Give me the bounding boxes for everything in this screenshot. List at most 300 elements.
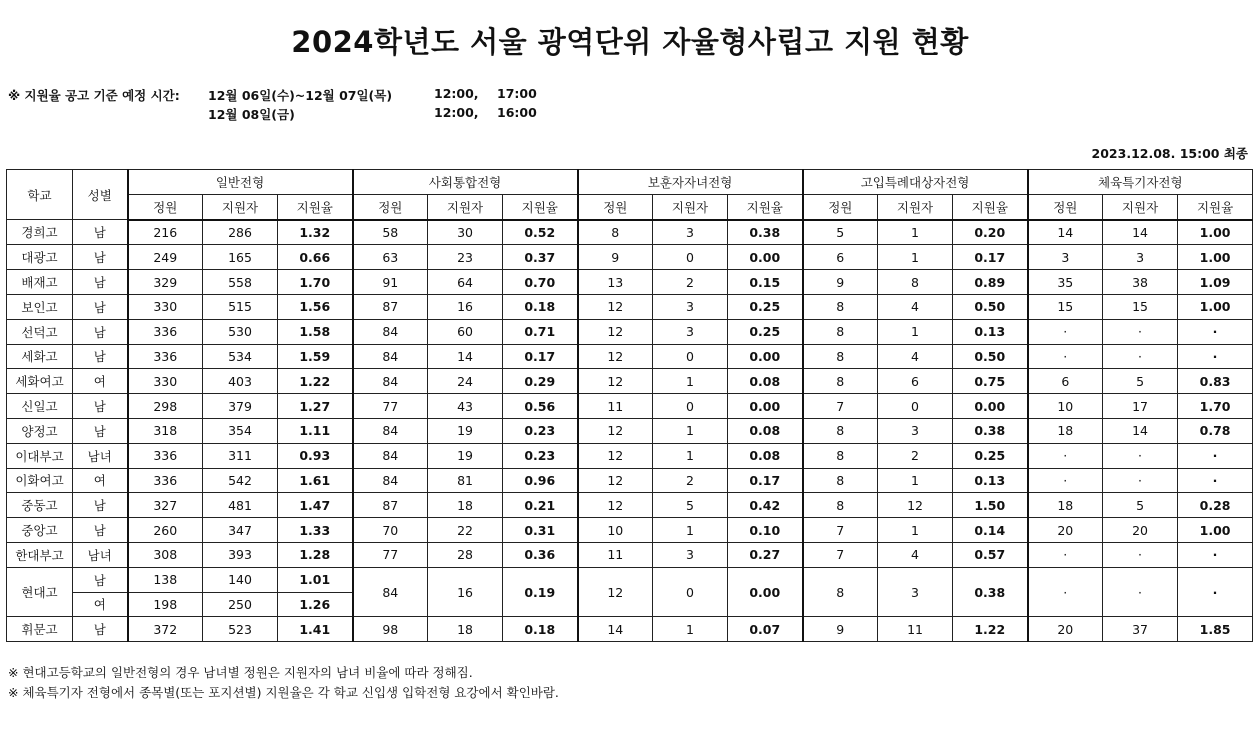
header-group: 일반전형 (128, 170, 353, 195)
rate-cell: 0.27 (728, 542, 803, 567)
applicant-status-table (6, 169, 1253, 642)
count-cell: 372 (128, 617, 203, 642)
count-cell: 2 (878, 443, 953, 468)
school-name: 선덕고 (7, 319, 73, 344)
count-cell: 12 (578, 369, 653, 394)
rate-cell: 0.20 (953, 220, 1028, 245)
school-name: 현대고 (7, 567, 73, 617)
count-cell: 327 (128, 493, 203, 518)
count-cell: 329 (128, 270, 203, 295)
count-cell: 523 (203, 617, 278, 642)
school-name: 배재고 (7, 270, 73, 295)
count-cell: 5 (803, 220, 878, 245)
count-cell: 1 (653, 617, 728, 642)
count-cell: 10 (1028, 394, 1103, 419)
count-cell: 8 (578, 220, 653, 245)
count-cell: 14 (1103, 418, 1178, 443)
count-cell: 11 (878, 617, 953, 642)
rate-cell: 0.42 (728, 493, 803, 518)
gender-cell: 남녀 (73, 542, 128, 567)
count-cell: 84 (353, 418, 428, 443)
count-cell: 5 (653, 493, 728, 518)
count-cell: 165 (203, 245, 278, 270)
count-cell: 379 (203, 394, 278, 419)
count-cell: · (1028, 319, 1103, 344)
count-cell: · (1028, 542, 1103, 567)
count-cell: 12 (578, 468, 653, 493)
count-cell: 138 (128, 567, 203, 592)
rate-cell: · (1178, 542, 1253, 567)
rate-cell: 0.14 (953, 518, 1028, 543)
header-group: 체육특기자전형 (1028, 170, 1253, 195)
count-cell: 8 (803, 294, 878, 319)
rate-cell: 0.93 (278, 443, 353, 468)
count-cell: 1 (878, 220, 953, 245)
school-name: 경희고 (7, 220, 73, 245)
table-row (7, 617, 1253, 642)
rate-cell: 1.47 (278, 493, 353, 518)
count-cell: 140 (203, 567, 278, 592)
count-cell: 7 (803, 542, 878, 567)
school-name: 이대부고 (7, 443, 73, 468)
rate-cell: 0.56 (503, 394, 578, 419)
school-name: 한대부고 (7, 542, 73, 567)
gender-cell: 남 (73, 394, 128, 419)
rate-cell: 1.00 (1178, 294, 1253, 319)
count-cell: · (1103, 443, 1178, 468)
count-cell: 6 (803, 245, 878, 270)
footnote-2: ※ 체육특기자 전형에서 종목별(또는 포지션별) 지원율은 각 학교 신입생 입학전형 요강에서 확인바람. (8, 685, 559, 700)
rate-cell: 0.17 (503, 344, 578, 369)
header-sub: 정원 (1028, 194, 1103, 219)
header-group: 사회통합전형 (353, 170, 578, 195)
rate-cell: 1.56 (278, 294, 353, 319)
count-cell: 87 (353, 294, 428, 319)
table-row (7, 443, 1253, 468)
header-row-sub (7, 194, 1253, 219)
count-cell: 23 (428, 245, 503, 270)
gender-cell: 남 (73, 220, 128, 245)
count-cell: 393 (203, 542, 278, 567)
rate-cell: 0.89 (953, 270, 1028, 295)
gender-cell: 남 (73, 270, 128, 295)
count-cell: 286 (203, 220, 278, 245)
rate-cell: 1.11 (278, 418, 353, 443)
count-cell: 8 (803, 319, 878, 344)
rate-cell: 0.00 (953, 394, 1028, 419)
count-cell: · (1028, 468, 1103, 493)
count-cell: 91 (353, 270, 428, 295)
count-cell: 14 (1103, 220, 1178, 245)
header-sub: 지원자 (653, 194, 728, 219)
count-cell: 58 (353, 220, 428, 245)
header-group: 고입특례대상자전형 (803, 170, 1028, 195)
count-cell: · (1103, 344, 1178, 369)
count-cell: 18 (1028, 493, 1103, 518)
rate-cell: 1.50 (953, 493, 1028, 518)
count-cell: 8 (878, 270, 953, 295)
rate-cell: 1.32 (278, 220, 353, 245)
count-cell: 20 (1028, 617, 1103, 642)
table-row (7, 468, 1253, 493)
count-cell: 98 (353, 617, 428, 642)
table-header (7, 170, 1253, 220)
notice-time-2a: 12:00, (434, 105, 479, 120)
count-cell: 4 (878, 344, 953, 369)
count-cell: 542 (203, 468, 278, 493)
rate-cell: 0.50 (953, 344, 1028, 369)
count-cell: 5 (1103, 493, 1178, 518)
count-cell: 5 (1103, 369, 1178, 394)
rate-cell: · (1178, 443, 1253, 468)
count-cell: 216 (128, 220, 203, 245)
count-cell: 7 (803, 518, 878, 543)
count-cell: 12 (578, 319, 653, 344)
count-cell: 250 (203, 592, 278, 617)
count-cell: 16 (428, 567, 503, 617)
school-name: 세화고 (7, 344, 73, 369)
table-row (7, 344, 1253, 369)
rate-cell: 0.00 (728, 394, 803, 419)
school-name: 보인고 (7, 294, 73, 319)
school-name: 대광고 (7, 245, 73, 270)
header-sub: 지원자 (428, 194, 503, 219)
table-row (7, 319, 1253, 344)
count-cell: 15 (1028, 294, 1103, 319)
header-sub: 지원율 (1178, 194, 1253, 219)
count-cell: 3 (653, 319, 728, 344)
rate-cell: 1.28 (278, 542, 353, 567)
rate-cell: 0.38 (728, 220, 803, 245)
school-name: 중앙고 (7, 518, 73, 543)
count-cell: 87 (353, 493, 428, 518)
rate-cell: 1.00 (1178, 220, 1253, 245)
count-cell: 3 (878, 567, 953, 617)
rate-cell: 0.71 (503, 319, 578, 344)
school-name: 중동고 (7, 493, 73, 518)
rate-cell: 0.38 (953, 418, 1028, 443)
count-cell: 4 (878, 294, 953, 319)
table-row (7, 294, 1253, 319)
count-cell: 12 (878, 493, 953, 518)
table-row (7, 518, 1253, 543)
rate-cell: 1.85 (1178, 617, 1253, 642)
rate-cell: 0.25 (953, 443, 1028, 468)
count-cell: 12 (578, 567, 653, 617)
rate-cell: 1.33 (278, 518, 353, 543)
count-cell: 403 (203, 369, 278, 394)
count-cell: 0 (653, 394, 728, 419)
count-cell: 1 (878, 245, 953, 270)
gender-cell: 남 (73, 518, 128, 543)
count-cell: 9 (578, 245, 653, 270)
notice-dates-2: 12월 08일(금) (208, 107, 295, 122)
count-cell: 2 (653, 468, 728, 493)
rate-cell: 1.09 (1178, 270, 1253, 295)
count-cell: 84 (353, 369, 428, 394)
rate-cell: 0.52 (503, 220, 578, 245)
count-cell: 336 (128, 443, 203, 468)
count-cell: 8 (803, 567, 878, 617)
count-cell: 3 (653, 220, 728, 245)
count-cell: · (1103, 567, 1178, 617)
count-cell: 0 (878, 394, 953, 419)
rate-cell: 1.61 (278, 468, 353, 493)
page-title: 2024학년도 서울 광역단위 자율형사립고 지원 현황 (291, 25, 969, 59)
count-cell: 20 (1103, 518, 1178, 543)
count-cell: 1 (878, 468, 953, 493)
count-cell: 18 (1028, 418, 1103, 443)
header-sub: 지원율 (278, 194, 353, 219)
count-cell: 81 (428, 468, 503, 493)
count-cell: 6 (878, 369, 953, 394)
count-cell: 84 (353, 344, 428, 369)
rate-cell: 0.15 (728, 270, 803, 295)
rate-cell: 0.25 (728, 319, 803, 344)
rate-cell: 1.00 (1178, 518, 1253, 543)
header-group: 보훈자자녀전형 (578, 170, 803, 195)
rate-cell: · (1178, 344, 1253, 369)
rate-cell: 1.01 (278, 567, 353, 592)
count-cell: 30 (428, 220, 503, 245)
rate-cell: · (1178, 319, 1253, 344)
gender-cell: 남 (73, 344, 128, 369)
rate-cell: 1.22 (953, 617, 1028, 642)
count-cell: 336 (128, 319, 203, 344)
count-cell: 3 (1028, 245, 1103, 270)
count-cell: 3 (878, 418, 953, 443)
rate-cell: 0.08 (728, 418, 803, 443)
count-cell: 3 (1103, 245, 1178, 270)
rate-cell: · (1178, 468, 1253, 493)
count-cell: 298 (128, 394, 203, 419)
count-cell: 10 (578, 518, 653, 543)
table-row (7, 418, 1253, 443)
count-cell: 8 (803, 493, 878, 518)
count-cell: 28 (428, 542, 503, 567)
rate-cell: 0.50 (953, 294, 1028, 319)
rate-cell: 1.00 (1178, 245, 1253, 270)
header-sub: 지원율 (953, 194, 1028, 219)
rate-cell: 0.21 (503, 493, 578, 518)
rate-cell: 0.75 (953, 369, 1028, 394)
rate-cell: 0.07 (728, 617, 803, 642)
count-cell: 311 (203, 443, 278, 468)
rate-cell: 0.19 (503, 567, 578, 617)
gender-cell: 남 (73, 567, 128, 592)
count-cell: 84 (353, 443, 428, 468)
count-cell: 558 (203, 270, 278, 295)
rate-cell: 1.58 (278, 319, 353, 344)
count-cell: 8 (803, 418, 878, 443)
rate-cell: 0.83 (1178, 369, 1253, 394)
count-cell: 12 (578, 443, 653, 468)
rate-cell: 0.31 (503, 518, 578, 543)
rate-cell: 0.78 (1178, 418, 1253, 443)
count-cell: 4 (878, 542, 953, 567)
count-cell: 354 (203, 418, 278, 443)
rate-cell: 0.00 (728, 344, 803, 369)
rate-cell: 1.59 (278, 344, 353, 369)
table-row (7, 567, 1253, 592)
count-cell: 60 (428, 319, 503, 344)
count-cell: 12 (578, 493, 653, 518)
rate-cell: 0.08 (728, 443, 803, 468)
count-cell: 1 (878, 319, 953, 344)
count-cell: 14 (428, 344, 503, 369)
rate-cell: 1.22 (278, 369, 353, 394)
count-cell: 12 (578, 294, 653, 319)
rate-cell: 0.37 (503, 245, 578, 270)
rate-cell: 0.17 (728, 468, 803, 493)
count-cell: 534 (203, 344, 278, 369)
count-cell: 336 (128, 344, 203, 369)
header-school: 학교 (7, 170, 73, 220)
rate-cell: 0.29 (503, 369, 578, 394)
school-name: 신일고 (7, 394, 73, 419)
count-cell: 481 (203, 493, 278, 518)
count-cell: 308 (128, 542, 203, 567)
rate-cell: 0.10 (728, 518, 803, 543)
count-cell: 0 (653, 245, 728, 270)
count-cell: · (1103, 468, 1178, 493)
count-cell: 37 (1103, 617, 1178, 642)
rate-cell: 0.23 (503, 418, 578, 443)
rate-cell: 0.70 (503, 270, 578, 295)
count-cell: 14 (1028, 220, 1103, 245)
count-cell: 77 (353, 394, 428, 419)
count-cell: 18 (428, 493, 503, 518)
rate-cell: 0.00 (728, 567, 803, 617)
count-cell: 43 (428, 394, 503, 419)
count-cell: 77 (353, 542, 428, 567)
count-cell: 1 (653, 443, 728, 468)
count-cell: 11 (578, 394, 653, 419)
header-row-groups (7, 170, 1253, 195)
count-cell: 22 (428, 518, 503, 543)
rate-cell: 0.13 (953, 468, 1028, 493)
count-cell: 9 (803, 617, 878, 642)
count-cell: 336 (128, 468, 203, 493)
count-cell: 3 (653, 294, 728, 319)
count-cell: 6 (1028, 369, 1103, 394)
rate-cell: 1.70 (278, 270, 353, 295)
count-cell: 19 (428, 443, 503, 468)
rate-cell: 0.13 (953, 319, 1028, 344)
rate-cell: 0.28 (1178, 493, 1253, 518)
count-cell: 24 (428, 369, 503, 394)
count-cell: 318 (128, 418, 203, 443)
table-row (7, 245, 1253, 270)
gender-cell: 여 (73, 369, 128, 394)
gender-cell: 여 (73, 592, 128, 617)
rate-cell: 0.18 (503, 294, 578, 319)
count-cell: 8 (803, 344, 878, 369)
header-sub: 정원 (128, 194, 203, 219)
count-cell: 330 (128, 294, 203, 319)
count-cell: 198 (128, 592, 203, 617)
count-cell: 17 (1103, 394, 1178, 419)
count-cell: 12 (578, 344, 653, 369)
rate-cell: 0.96 (503, 468, 578, 493)
count-cell: 84 (353, 567, 428, 617)
count-cell: 0 (653, 567, 728, 617)
count-cell: 3 (653, 542, 728, 567)
school-name: 양정고 (7, 418, 73, 443)
notice-time-1b: 17:00 (497, 86, 537, 101)
rate-cell: 1.41 (278, 617, 353, 642)
count-cell: 8 (803, 443, 878, 468)
header-sub: 정원 (353, 194, 428, 219)
table-body (7, 220, 1253, 642)
notice-dates-1: 12월 06일(수)~12월 07일(목) (208, 88, 393, 103)
table-row (7, 394, 1253, 419)
rate-cell: 0.00 (728, 245, 803, 270)
header-sub: 지원자 (203, 194, 278, 219)
rate-cell: 1.70 (1178, 394, 1253, 419)
rate-cell: 0.17 (953, 245, 1028, 270)
footnote-1: ※ 현대고등학교의 일반전형의 경우 남녀별 정원은 지원자의 남녀 비율에 따라 정해짐. (8, 665, 473, 680)
header-sub: 지원율 (503, 194, 578, 219)
rate-cell: 0.38 (953, 567, 1028, 617)
rate-cell: 0.25 (728, 294, 803, 319)
count-cell: 13 (578, 270, 653, 295)
count-cell: 15 (1103, 294, 1178, 319)
header-gender: 성별 (73, 170, 128, 220)
count-cell: 84 (353, 319, 428, 344)
table-row (7, 369, 1253, 394)
count-cell: · (1103, 319, 1178, 344)
count-cell: 9 (803, 270, 878, 295)
gender-cell: 남녀 (73, 443, 128, 468)
school-name: 이화여고 (7, 468, 73, 493)
count-cell: 12 (578, 418, 653, 443)
count-cell: 2 (653, 270, 728, 295)
count-cell: 7 (803, 394, 878, 419)
gender-cell: 남 (73, 493, 128, 518)
gender-cell: 남 (73, 617, 128, 642)
header-sub: 정원 (803, 194, 878, 219)
school-name: 휘문고 (7, 617, 73, 642)
table-row (7, 542, 1253, 567)
count-cell: 1 (653, 518, 728, 543)
count-cell: 64 (428, 270, 503, 295)
header-sub: 지원자 (1103, 194, 1178, 219)
count-cell: 0 (653, 344, 728, 369)
count-cell: 249 (128, 245, 203, 270)
count-cell: 70 (353, 518, 428, 543)
gender-cell: 남 (73, 418, 128, 443)
count-cell: · (1103, 542, 1178, 567)
count-cell: 63 (353, 245, 428, 270)
count-cell: 515 (203, 294, 278, 319)
count-cell: 8 (803, 468, 878, 493)
gender-cell: 남 (73, 294, 128, 319)
count-cell: 18 (428, 617, 503, 642)
updated-timestamp: 2023.12.08. 15:00 최종 (1091, 146, 1248, 161)
count-cell: 530 (203, 319, 278, 344)
table-row (7, 493, 1253, 518)
count-cell: 35 (1028, 270, 1103, 295)
gender-cell: 여 (73, 468, 128, 493)
table-row (7, 220, 1253, 245)
count-cell: 260 (128, 518, 203, 543)
rate-cell: 0.23 (503, 443, 578, 468)
count-cell: 1 (878, 518, 953, 543)
header-sub: 정원 (578, 194, 653, 219)
count-cell: 11 (578, 542, 653, 567)
count-cell: 1 (653, 369, 728, 394)
